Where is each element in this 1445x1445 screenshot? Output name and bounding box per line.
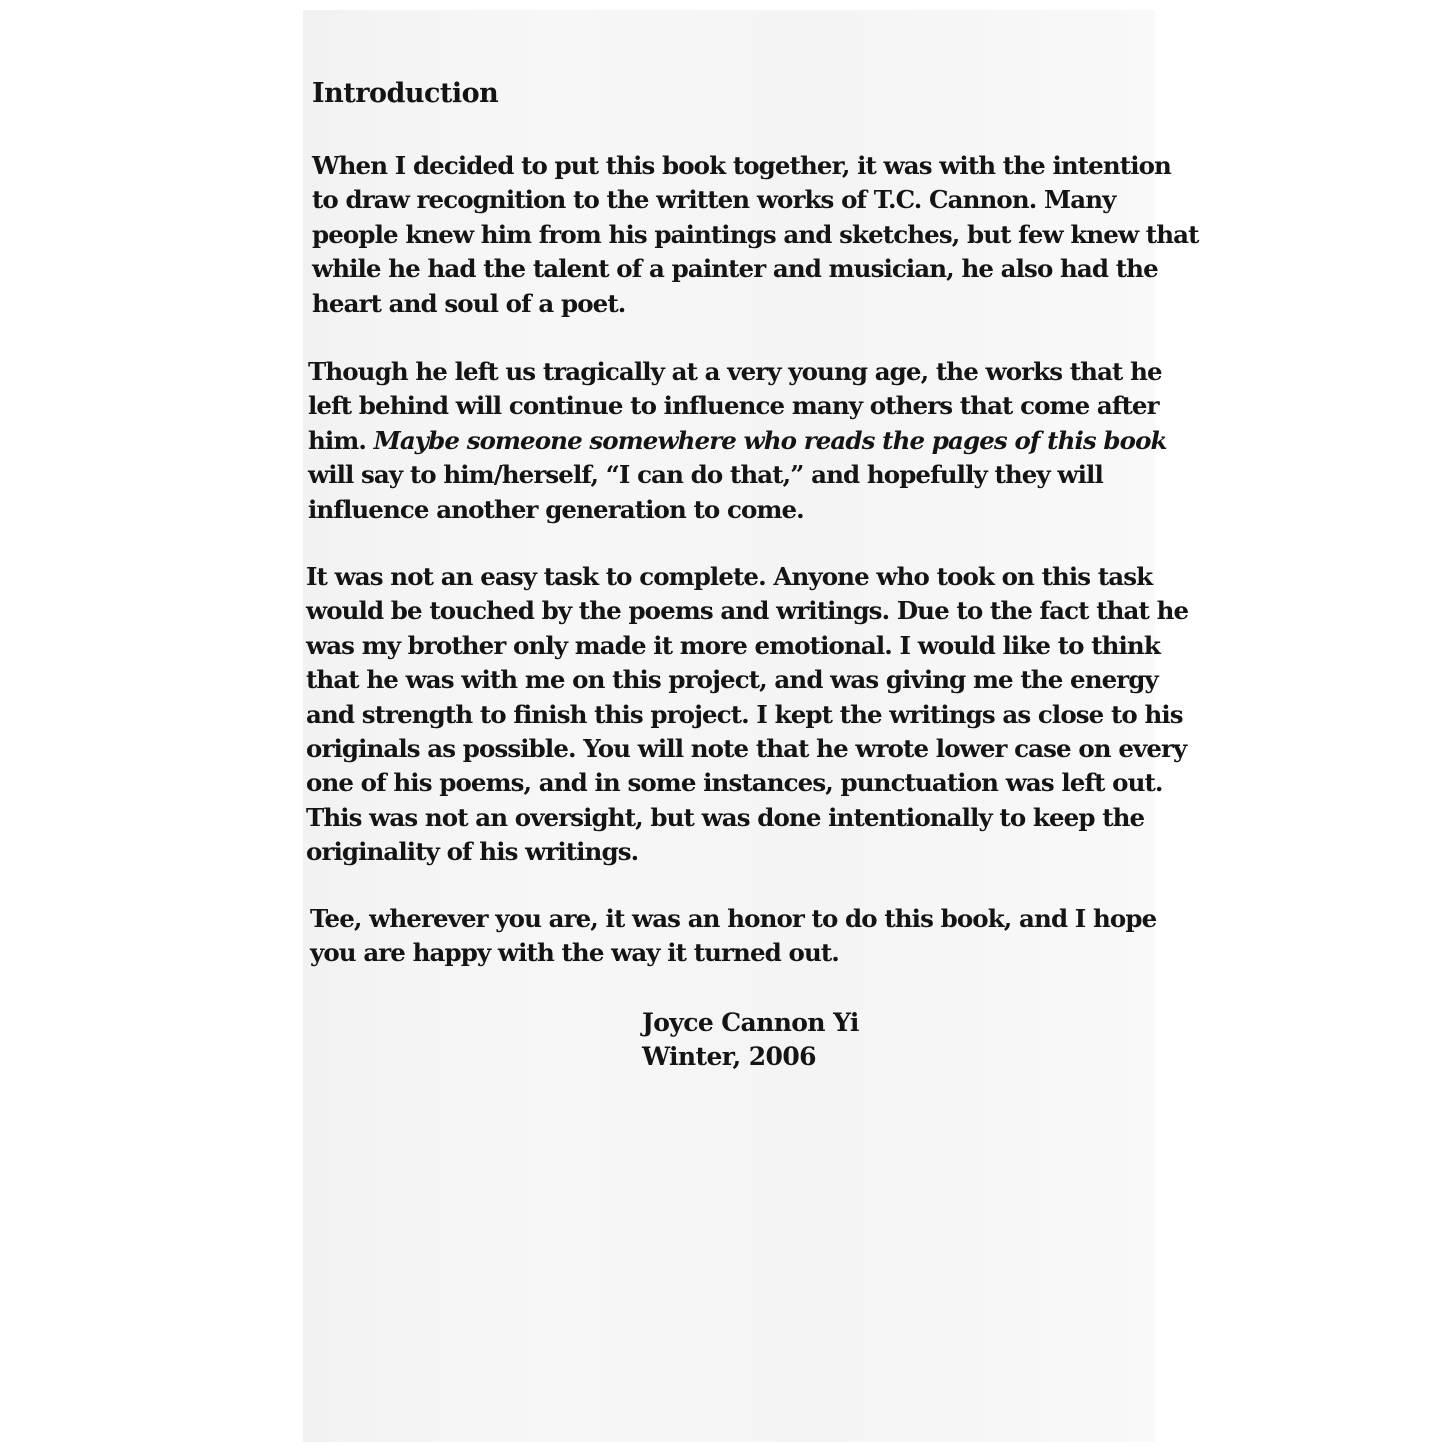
paragraph-3-line: originals as possible. You will note that he wrote lower case on every xyxy=(306,734,1187,764)
signature-block xyxy=(642,1006,859,1074)
paragraph-3-line: was my brother only made it more emotional. I would like to think xyxy=(306,630,1160,660)
paragraph-3 xyxy=(306,560,1188,870)
paragraph-3-line: that he was with me on this project, and was giving me the energy xyxy=(306,665,1158,695)
document-body xyxy=(306,72,1199,1071)
paragraph-4 xyxy=(310,902,1156,971)
paragraph-4-line: Tee, wherever you are, it was an honor to do this book, and I hope xyxy=(310,904,1157,933)
paragraph-1-line: When I decided to put this book together, it was with the intention xyxy=(312,151,1171,180)
paragraph-2-line: influence another generation to come. xyxy=(308,494,804,524)
paragraph-2-line xyxy=(308,424,1167,458)
paragraph-3-line: This was not an oversight, but was done intentionally to keep the xyxy=(306,802,1145,832)
paragraph-2-line-italic: Maybe someone somewhere who reads the pages of this book xyxy=(373,425,1167,455)
paragraph-1-line: while he had the talent of a painter and musician, he also had the xyxy=(312,254,1158,284)
paragraph-3-line: would be touched by the poems and writings. Due to the fact that he xyxy=(306,596,1189,626)
paragraph-2 xyxy=(308,355,1167,527)
paragraph-1-line: to draw recognition to the written works of T.C. Cannon. Many xyxy=(312,185,1116,215)
paragraph-2-line: Though he left us tragically at a very young age, the works that he xyxy=(308,357,1162,386)
paragraph-2-line-regular: him. xyxy=(308,425,374,455)
paragraph-3-line: and strength to finish this project. I kept the writings as close to his xyxy=(306,699,1183,729)
signature-date: Winter, 2006 xyxy=(642,1042,816,1071)
paragraph-1 xyxy=(312,149,1199,321)
paragraph-3-line: originality of his writings. xyxy=(306,837,639,867)
page-title: Introduction xyxy=(312,78,499,109)
signature-name: Joyce Cannon Yi xyxy=(642,1008,859,1037)
paragraph-3-line: It was not an easy task to complete. Anyone who took on this task xyxy=(306,562,1153,591)
paragraph-2-line: will say to him/herself, “I can do that,” and hopefully they will xyxy=(308,460,1103,490)
paragraph-4-line: you are happy with the way it turned out. xyxy=(310,938,839,968)
paragraph-3-line: one of his poems, and in some instances, punctuation was left out. xyxy=(306,768,1163,798)
paragraph-2-line: left behind will continue to influence many others that come after xyxy=(308,391,1159,421)
paragraph-1-line: people knew him from his paintings and sketches, but few knew that xyxy=(312,219,1199,249)
paragraph-1-line: heart and soul of a poet. xyxy=(312,288,626,318)
